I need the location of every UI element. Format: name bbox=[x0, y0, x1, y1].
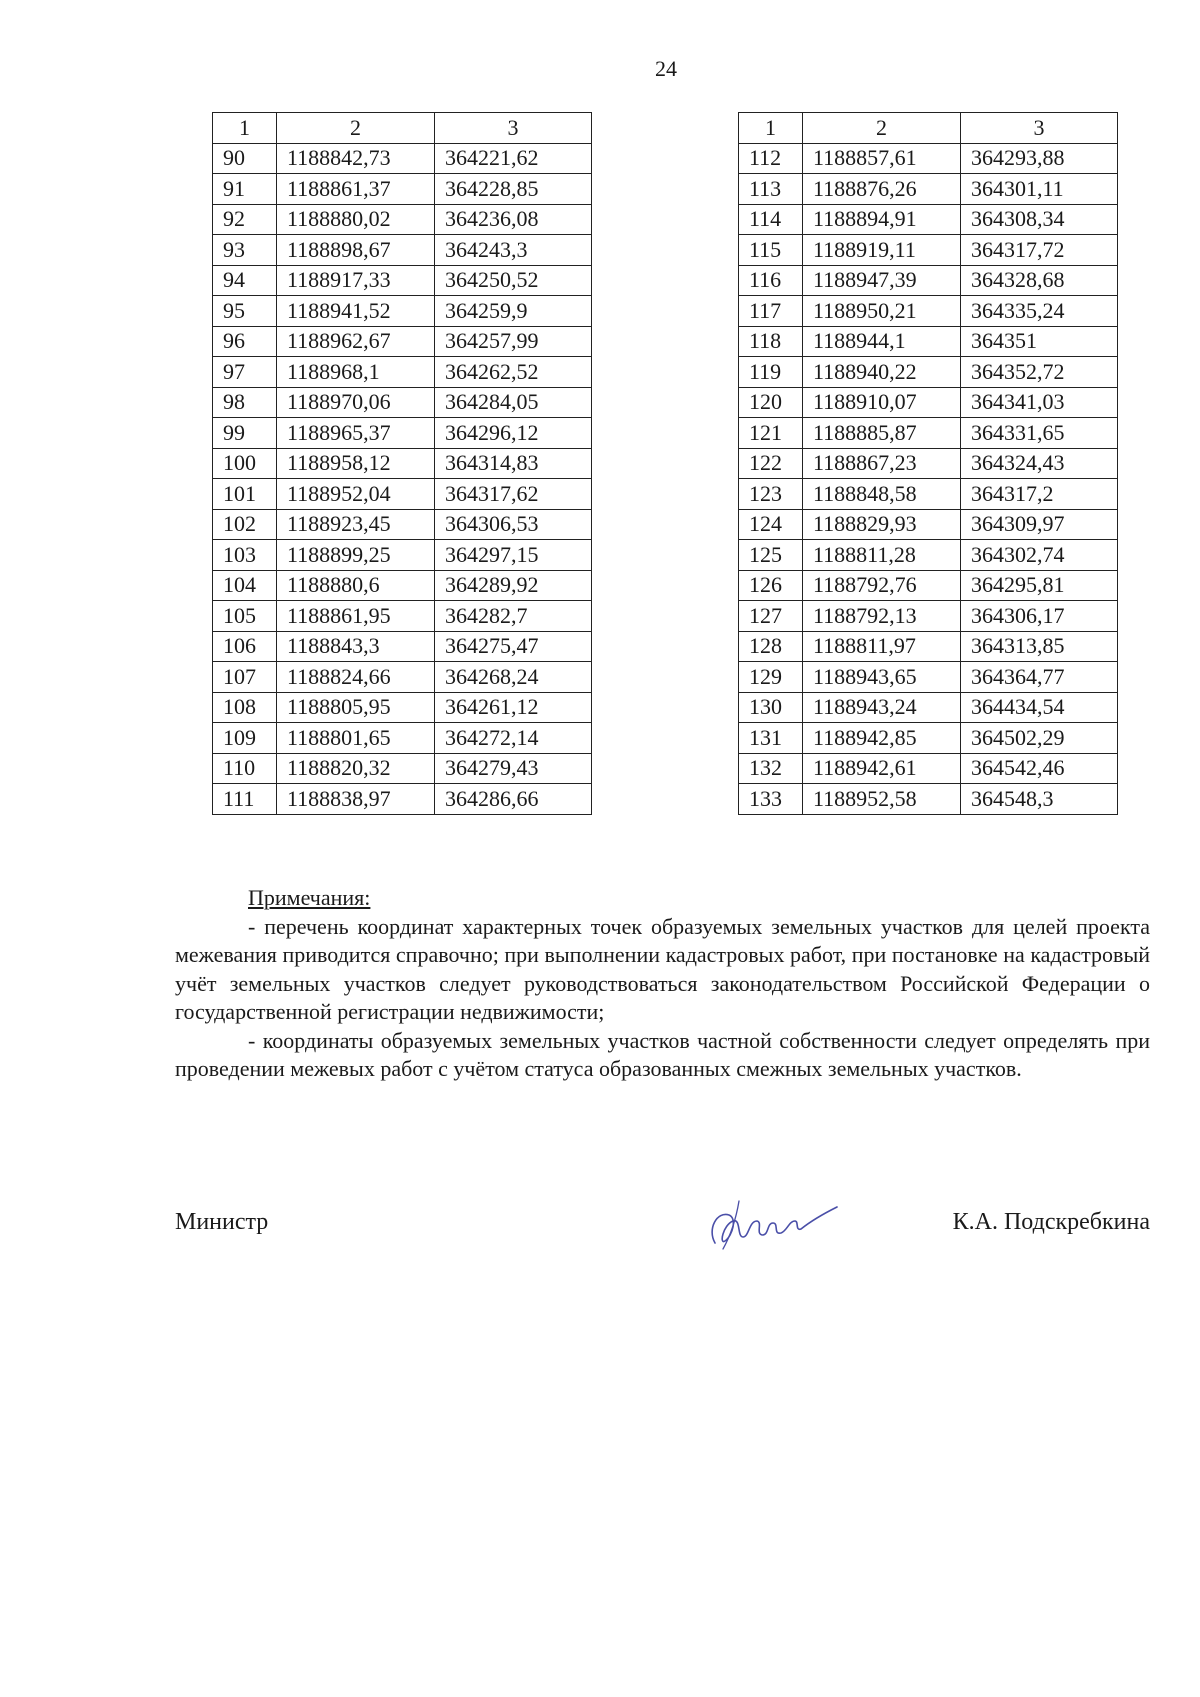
table-row bbox=[213, 509, 592, 540]
point-number-cell: 100 bbox=[213, 448, 277, 479]
x-coordinate-cell: 1188968,1 bbox=[277, 357, 435, 388]
point-number-cell: 97 bbox=[213, 357, 277, 388]
point-number-cell: 128 bbox=[739, 631, 803, 662]
x-coordinate-cell: 1188899,25 bbox=[277, 540, 435, 571]
point-number-cell: 133 bbox=[739, 784, 803, 815]
x-coordinate-cell: 1188919,11 bbox=[803, 235, 961, 266]
table-row bbox=[213, 479, 592, 510]
x-coordinate-cell: 1188801,65 bbox=[277, 723, 435, 754]
y-coordinate-cell: 364262,52 bbox=[435, 357, 592, 388]
table-row bbox=[213, 540, 592, 571]
table-header-row bbox=[213, 113, 592, 144]
x-coordinate-cell: 1188867,23 bbox=[803, 448, 961, 479]
y-coordinate-cell: 364257,99 bbox=[435, 326, 592, 357]
y-coordinate-cell: 364317,72 bbox=[961, 235, 1118, 266]
point-number-cell: 118 bbox=[739, 326, 803, 357]
y-coordinate-cell: 364268,24 bbox=[435, 662, 592, 693]
point-number-cell: 95 bbox=[213, 296, 277, 327]
table-row bbox=[213, 418, 592, 449]
y-coordinate-cell: 364296,12 bbox=[435, 418, 592, 449]
x-coordinate-cell: 1188898,67 bbox=[277, 235, 435, 266]
x-coordinate-cell: 1188820,32 bbox=[277, 753, 435, 784]
table-row bbox=[213, 692, 592, 723]
x-coordinate-cell: 1188940,22 bbox=[803, 357, 961, 388]
x-coordinate-cell: 1188942,61 bbox=[803, 753, 961, 784]
table-row bbox=[213, 143, 592, 174]
y-coordinate-cell: 364284,05 bbox=[435, 387, 592, 418]
point-number-cell: 114 bbox=[739, 204, 803, 235]
table-row bbox=[739, 723, 1118, 754]
table-row bbox=[739, 296, 1118, 327]
y-coordinate-cell: 364502,29 bbox=[961, 723, 1118, 754]
y-coordinate-cell: 364542,46 bbox=[961, 753, 1118, 784]
x-coordinate-cell: 1188876,26 bbox=[803, 174, 961, 205]
column-header: 3 bbox=[961, 113, 1118, 144]
x-coordinate-cell: 1188880,02 bbox=[277, 204, 435, 235]
table-row bbox=[739, 357, 1118, 388]
point-number-cell: 131 bbox=[739, 723, 803, 754]
x-coordinate-cell: 1188842,73 bbox=[277, 143, 435, 174]
table-row bbox=[213, 601, 592, 632]
table-row bbox=[739, 601, 1118, 632]
table-row bbox=[739, 143, 1118, 174]
signatory-title: Министр bbox=[175, 1209, 269, 1235]
x-coordinate-cell: 1188952,58 bbox=[803, 784, 961, 815]
y-coordinate-cell: 364286,66 bbox=[435, 784, 592, 815]
handwritten-signature bbox=[703, 1191, 843, 1261]
table-row bbox=[213, 631, 592, 662]
table-row bbox=[739, 448, 1118, 479]
table-row bbox=[739, 753, 1118, 784]
x-coordinate-cell: 1188824,66 bbox=[277, 662, 435, 693]
point-number-cell: 120 bbox=[739, 387, 803, 418]
x-coordinate-cell: 1188965,37 bbox=[277, 418, 435, 449]
y-coordinate-cell: 364275,47 bbox=[435, 631, 592, 662]
point-number-cell: 90 bbox=[213, 143, 277, 174]
table-row bbox=[739, 326, 1118, 357]
point-number-cell: 96 bbox=[213, 326, 277, 357]
table-row bbox=[739, 479, 1118, 510]
table-row bbox=[213, 204, 592, 235]
y-coordinate-cell: 364306,17 bbox=[961, 601, 1118, 632]
y-coordinate-cell: 364351 bbox=[961, 326, 1118, 357]
table-row bbox=[739, 692, 1118, 723]
x-coordinate-cell: 1188952,04 bbox=[277, 479, 435, 510]
y-coordinate-cell: 364282,7 bbox=[435, 601, 592, 632]
x-coordinate-cell: 1188943,24 bbox=[803, 692, 961, 723]
point-number-cell: 92 bbox=[213, 204, 277, 235]
signature-block bbox=[175, 1195, 1150, 1255]
x-coordinate-cell: 1188792,76 bbox=[803, 570, 961, 601]
table-row bbox=[739, 540, 1118, 571]
y-coordinate-cell: 364306,53 bbox=[435, 509, 592, 540]
table-row bbox=[739, 265, 1118, 296]
y-coordinate-cell: 364221,62 bbox=[435, 143, 592, 174]
point-number-cell: 113 bbox=[739, 174, 803, 205]
point-number-cell: 125 bbox=[739, 540, 803, 571]
x-coordinate-cell: 1188838,97 bbox=[277, 784, 435, 815]
table-row bbox=[739, 784, 1118, 815]
y-coordinate-cell: 364261,12 bbox=[435, 692, 592, 723]
x-coordinate-cell: 1188962,67 bbox=[277, 326, 435, 357]
point-number-cell: 99 bbox=[213, 418, 277, 449]
table-row bbox=[213, 387, 592, 418]
table-row bbox=[213, 235, 592, 266]
x-coordinate-cell: 1188811,28 bbox=[803, 540, 961, 571]
x-coordinate-cell: 1188843,3 bbox=[277, 631, 435, 662]
point-number-cell: 127 bbox=[739, 601, 803, 632]
point-number-cell: 123 bbox=[739, 479, 803, 510]
column-header: 2 bbox=[277, 113, 435, 144]
point-number-cell: 124 bbox=[739, 509, 803, 540]
point-number-cell: 119 bbox=[739, 357, 803, 388]
point-number-cell: 93 bbox=[213, 235, 277, 266]
y-coordinate-cell: 364250,52 bbox=[435, 265, 592, 296]
table-row bbox=[213, 326, 592, 357]
point-number-cell: 101 bbox=[213, 479, 277, 510]
point-number-cell: 98 bbox=[213, 387, 277, 418]
x-coordinate-cell: 1188943,65 bbox=[803, 662, 961, 693]
y-coordinate-cell: 364317,2 bbox=[961, 479, 1118, 510]
table-row bbox=[213, 174, 592, 205]
table-row bbox=[739, 204, 1118, 235]
x-coordinate-cell: 1188923,45 bbox=[277, 509, 435, 540]
column-header: 1 bbox=[213, 113, 277, 144]
table-row bbox=[213, 296, 592, 327]
table-row bbox=[213, 448, 592, 479]
y-coordinate-cell: 364364,77 bbox=[961, 662, 1118, 693]
x-coordinate-cell: 1188910,07 bbox=[803, 387, 961, 418]
x-coordinate-cell: 1188880,6 bbox=[277, 570, 435, 601]
table-row bbox=[739, 509, 1118, 540]
table-row bbox=[739, 418, 1118, 449]
x-coordinate-cell: 1188811,97 bbox=[803, 631, 961, 662]
column-header: 3 bbox=[435, 113, 592, 144]
y-coordinate-cell: 364301,11 bbox=[961, 174, 1118, 205]
note-paragraph: - перечень координат характерных точек образуемых земельных участков для целей проекта межевания приводится справочно; при выполнении кадастровых работ, при постановке на кадастровый учёт земельных участков следует руководствоваться законодательством Российской Федерации о государственной регистрации недвижимости; bbox=[175, 913, 1150, 1024]
x-coordinate-cell: 1188857,61 bbox=[803, 143, 961, 174]
y-coordinate-cell: 364272,14 bbox=[435, 723, 592, 754]
point-number-cell: 112 bbox=[739, 143, 803, 174]
point-number-cell: 122 bbox=[739, 448, 803, 479]
y-coordinate-cell: 364289,92 bbox=[435, 570, 592, 601]
table-row bbox=[213, 570, 592, 601]
point-number-cell: 132 bbox=[739, 753, 803, 784]
coordinates-table-right bbox=[738, 112, 1118, 815]
y-coordinate-cell: 364341,03 bbox=[961, 387, 1118, 418]
page-number: 24 bbox=[655, 56, 677, 81]
y-coordinate-cell: 364328,68 bbox=[961, 265, 1118, 296]
x-coordinate-cell: 1188829,93 bbox=[803, 509, 961, 540]
x-coordinate-cell: 1188861,37 bbox=[277, 174, 435, 205]
y-coordinate-cell: 364236,08 bbox=[435, 204, 592, 235]
point-number-cell: 103 bbox=[213, 540, 277, 571]
point-number-cell: 91 bbox=[213, 174, 277, 205]
table-header-row bbox=[739, 113, 1118, 144]
point-number-cell: 111 bbox=[213, 784, 277, 815]
point-number-cell: 115 bbox=[739, 235, 803, 266]
point-number-cell: 108 bbox=[213, 692, 277, 723]
table-row bbox=[739, 570, 1118, 601]
point-number-cell: 121 bbox=[739, 418, 803, 449]
x-coordinate-cell: 1188947,39 bbox=[803, 265, 961, 296]
table-row bbox=[213, 753, 592, 784]
y-coordinate-cell: 364302,74 bbox=[961, 540, 1118, 571]
table-row bbox=[213, 723, 592, 754]
point-number-cell: 129 bbox=[739, 662, 803, 693]
point-number-cell: 106 bbox=[213, 631, 277, 662]
signatory-name: К.А. Подскребкина bbox=[952, 1209, 1150, 1235]
y-coordinate-cell: 364352,72 bbox=[961, 357, 1118, 388]
point-number-cell: 94 bbox=[213, 265, 277, 296]
y-coordinate-cell: 364324,43 bbox=[961, 448, 1118, 479]
y-coordinate-cell: 364228,85 bbox=[435, 174, 592, 205]
table-row bbox=[213, 784, 592, 815]
y-coordinate-cell: 364295,81 bbox=[961, 570, 1118, 601]
point-number-cell: 107 bbox=[213, 662, 277, 693]
column-header: 1 bbox=[739, 113, 803, 144]
coordinates-table-left bbox=[212, 112, 592, 815]
point-number-cell: 126 bbox=[739, 570, 803, 601]
table-row bbox=[213, 357, 592, 388]
table-row bbox=[213, 662, 592, 693]
note-paragraph: - координаты образуемых земельных участков частной собственности следует определять при проведении межевых работ с учётом статуса образованных смежных земельных участков. bbox=[175, 1027, 1150, 1081]
y-coordinate-cell: 364548,3 bbox=[961, 784, 1118, 815]
table-row bbox=[739, 662, 1118, 693]
y-coordinate-cell: 364434,54 bbox=[961, 692, 1118, 723]
x-coordinate-cell: 1188944,1 bbox=[803, 326, 961, 357]
x-coordinate-cell: 1188805,95 bbox=[277, 692, 435, 723]
point-number-cell: 116 bbox=[739, 265, 803, 296]
x-coordinate-cell: 1188958,12 bbox=[277, 448, 435, 479]
notes-title: Примечания: bbox=[248, 885, 371, 910]
table-row bbox=[739, 235, 1118, 266]
point-number-cell: 102 bbox=[213, 509, 277, 540]
x-coordinate-cell: 1188885,87 bbox=[803, 418, 961, 449]
table-row bbox=[739, 387, 1118, 418]
y-coordinate-cell: 364259,9 bbox=[435, 296, 592, 327]
point-number-cell: 109 bbox=[213, 723, 277, 754]
y-coordinate-cell: 364279,43 bbox=[435, 753, 592, 784]
table-row bbox=[739, 631, 1118, 662]
y-coordinate-cell: 364243,3 bbox=[435, 235, 592, 266]
x-coordinate-cell: 1188942,85 bbox=[803, 723, 961, 754]
point-number-cell: 117 bbox=[739, 296, 803, 327]
y-coordinate-cell: 364293,88 bbox=[961, 143, 1118, 174]
y-coordinate-cell: 364331,65 bbox=[961, 418, 1118, 449]
x-coordinate-cell: 1188848,58 bbox=[803, 479, 961, 510]
x-coordinate-cell: 1188894,91 bbox=[803, 204, 961, 235]
y-coordinate-cell: 364313,85 bbox=[961, 631, 1118, 662]
table-row bbox=[213, 265, 592, 296]
y-coordinate-cell: 364314,83 bbox=[435, 448, 592, 479]
point-number-cell: 110 bbox=[213, 753, 277, 784]
x-coordinate-cell: 1188941,52 bbox=[277, 296, 435, 327]
column-header: 2 bbox=[803, 113, 961, 144]
x-coordinate-cell: 1188917,33 bbox=[277, 265, 435, 296]
y-coordinate-cell: 364309,97 bbox=[961, 509, 1118, 540]
x-coordinate-cell: 1188792,13 bbox=[803, 601, 961, 632]
y-coordinate-cell: 364297,15 bbox=[435, 540, 592, 571]
point-number-cell: 104 bbox=[213, 570, 277, 601]
y-coordinate-cell: 364308,34 bbox=[961, 204, 1118, 235]
x-coordinate-cell: 1188861,95 bbox=[277, 601, 435, 632]
point-number-cell: 105 bbox=[213, 601, 277, 632]
x-coordinate-cell: 1188950,21 bbox=[803, 296, 961, 327]
x-coordinate-cell: 1188970,06 bbox=[277, 387, 435, 418]
table-row bbox=[739, 174, 1118, 205]
y-coordinate-cell: 364335,24 bbox=[961, 296, 1118, 327]
y-coordinate-cell: 364317,62 bbox=[435, 479, 592, 510]
notes-section bbox=[175, 884, 1150, 1084]
point-number-cell: 130 bbox=[739, 692, 803, 723]
